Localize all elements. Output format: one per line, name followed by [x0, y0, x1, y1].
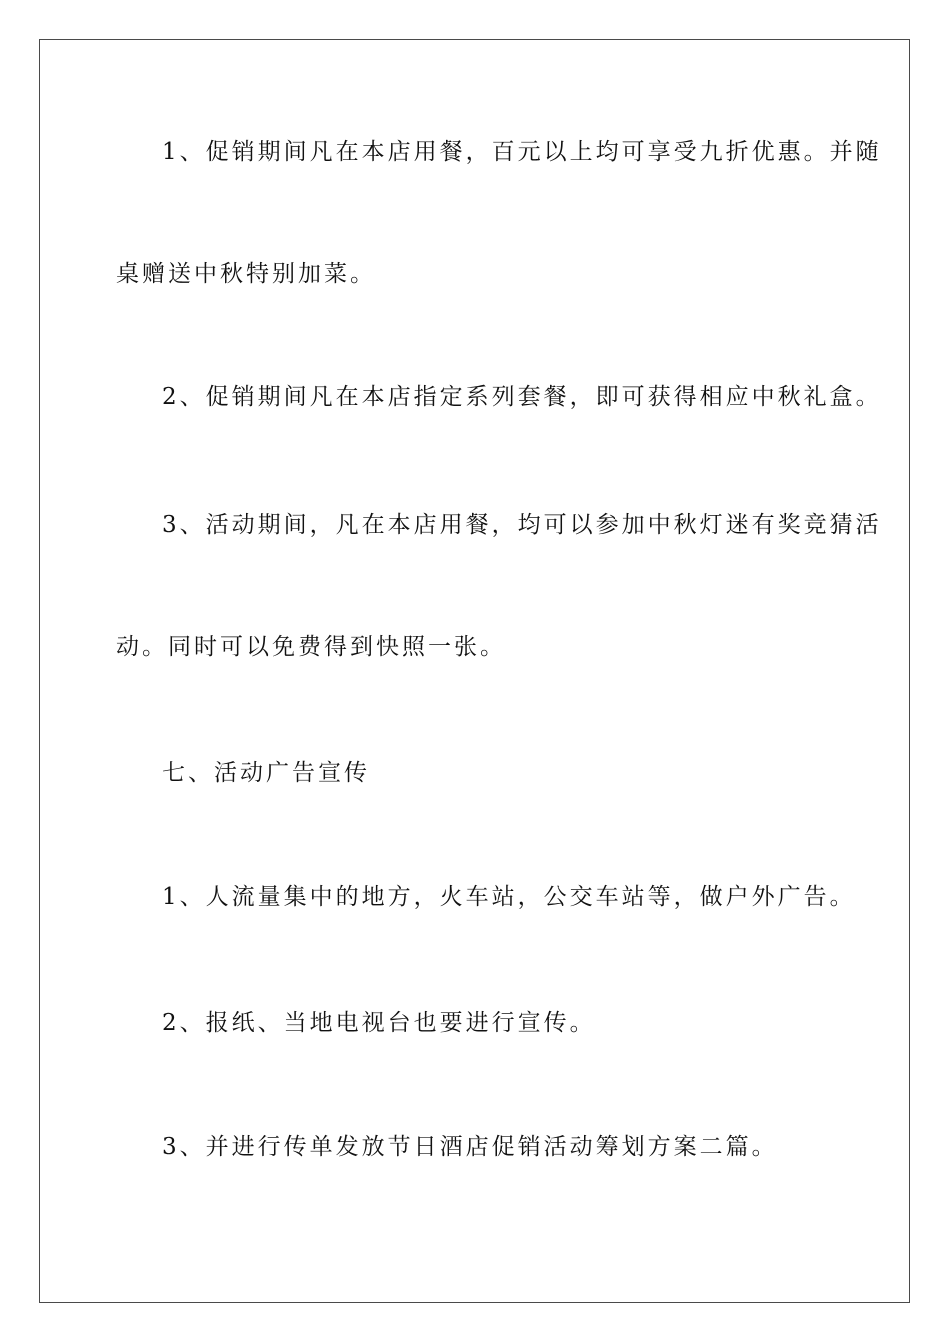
paragraph-line: 2、促销期间凡在本店指定系列套餐，即可获得相应中秋礼盒。 — [162, 384, 882, 410]
page-frame — [39, 39, 910, 1303]
paragraph-line: 2、报纸、当地电视台也要进行宣传。 — [162, 1010, 596, 1036]
paragraph-line: 3、并进行传单发放节日酒店促销活动筹划方案二篇。 — [162, 1134, 778, 1160]
paragraph-line: 1、促销期间凡在本店用餐，百元以上均可享受九折优惠。并随 — [162, 139, 882, 165]
paragraph-line: 桌赠送中秋特别加菜。 — [116, 261, 376, 287]
paragraph-line: 3、活动期间，凡在本店用餐，均可以参加中秋灯迷有奖竞猜活 — [162, 512, 882, 538]
paragraph-line: 动。同时可以免费得到快照一张。 — [116, 634, 506, 660]
paragraph-line: 1、人流量集中的地方，火车站，公交车站等，做户外广告。 — [162, 884, 856, 910]
section-heading: 七、活动广告宣传 — [162, 760, 370, 786]
